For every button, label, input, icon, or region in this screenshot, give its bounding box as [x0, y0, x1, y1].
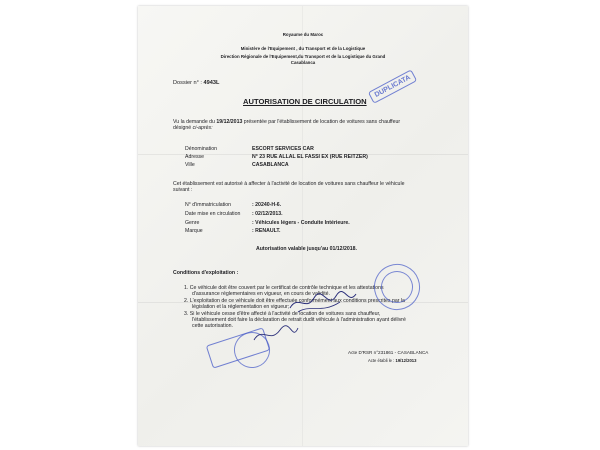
condition-2-line2: législation et la réglementation en vigueur; [192, 304, 290, 310]
paper-fold [302, 6, 303, 446]
header-direction: Direction Régionale de l'Equipement,du Transport et de la Logistique du Grand [220, 54, 386, 59]
condition-2-line1: 2. L'exploitation de ce véhicule doit être effectuée conformément aux conditions prescrites par la [184, 298, 405, 304]
intro-hereafter: ci-après: [192, 125, 213, 131]
header-kingdom: Royaume du Maroc [282, 32, 324, 37]
establishment-name-label: Dénomination [185, 146, 218, 152]
establishment-name: ESCORT SERVICES CAR [252, 146, 314, 152]
establishment-address-label: Adresse [185, 154, 205, 160]
intro-prefix: Vu la demande du [173, 119, 215, 125]
vehicle-date: : 02/12/2013. [252, 211, 283, 217]
condition-3-line1: 3. Si le véhicule cesse d'être affecté à l'activité de location de voitures sans chauffeur, [184, 311, 381, 317]
vehicle-type: : Véhicules légers - Conduite Intérieure. [252, 220, 350, 226]
dossier-label: Dossier n° : [173, 80, 202, 86]
acte-reference: Acte D'RSR n°231861 - CASABLANCA [348, 350, 429, 355]
request-date: 19/12/2013 [216, 119, 243, 125]
signature-mark [288, 288, 358, 316]
vehicle-date-label: Date mise en circulation [185, 211, 241, 217]
establishment-address: N° 23 RUE ALLAL EL FASSI EX (RUE REITZER) [252, 154, 368, 160]
acte-date-label: Acte établi le : [368, 358, 395, 363]
intro-designated: désigné [173, 125, 192, 131]
condition-3-line3: cette autorisation. [192, 323, 233, 329]
document-title: AUTORISATION DE CIRCULATION [243, 97, 367, 106]
vehicle-plate-label: N° d'immatriculation [185, 202, 232, 208]
header-direction-city: Casablanca [290, 60, 316, 65]
condition-1-line1: 1. Ce véhicule doit être couvert par le certificat de contrôle technique et les attestations [184, 285, 384, 291]
validity-text: Autorisation valable jusqu'au 01/12/2018. [256, 246, 357, 252]
dossier-value: 4943L [203, 80, 220, 86]
duplicata-stamp: DUPLICATA [368, 69, 418, 104]
dossier-number [173, 80, 219, 86]
condition-3-line2: l'établissement doit faire la déclaration de retrait dudit véhicule à l'administration ayant délivré [192, 317, 406, 323]
vehicle-brand-label: Marque [185, 228, 203, 234]
intro-suffix: présentée par l'établissement de location de voitures sans chauffeur [243, 119, 401, 125]
acte-date [368, 358, 416, 364]
vehicle-plate: : 20240-H-6. [252, 202, 282, 208]
intro-line2 [173, 125, 213, 131]
document-page [138, 6, 468, 446]
vehicle-brand: : RENAULT. [252, 228, 281, 234]
authorization-text: Cet établissement est autorisé à affecter à l'activité de location de voitures sans chauffeur le véhicule [173, 181, 405, 187]
establishment-city-label: Ville [185, 162, 195, 168]
acte-date-value: 19/12/2013 [395, 358, 417, 363]
vehicle-type-label: Genre [185, 220, 200, 226]
header-ministry: Ministère de l'Equipement , du Transport et de la Logistique [240, 46, 366, 51]
establishment-city: CASABLANCA [252, 162, 289, 168]
office-signature-mark [250, 322, 300, 348]
condition-1-line2: d'assurance réglementaires en vigueur, en cours de validité. [192, 291, 330, 297]
authorization-text-2: suivant : [173, 187, 193, 193]
conditions-heading: Conditions d'exploitation : [173, 270, 239, 276]
